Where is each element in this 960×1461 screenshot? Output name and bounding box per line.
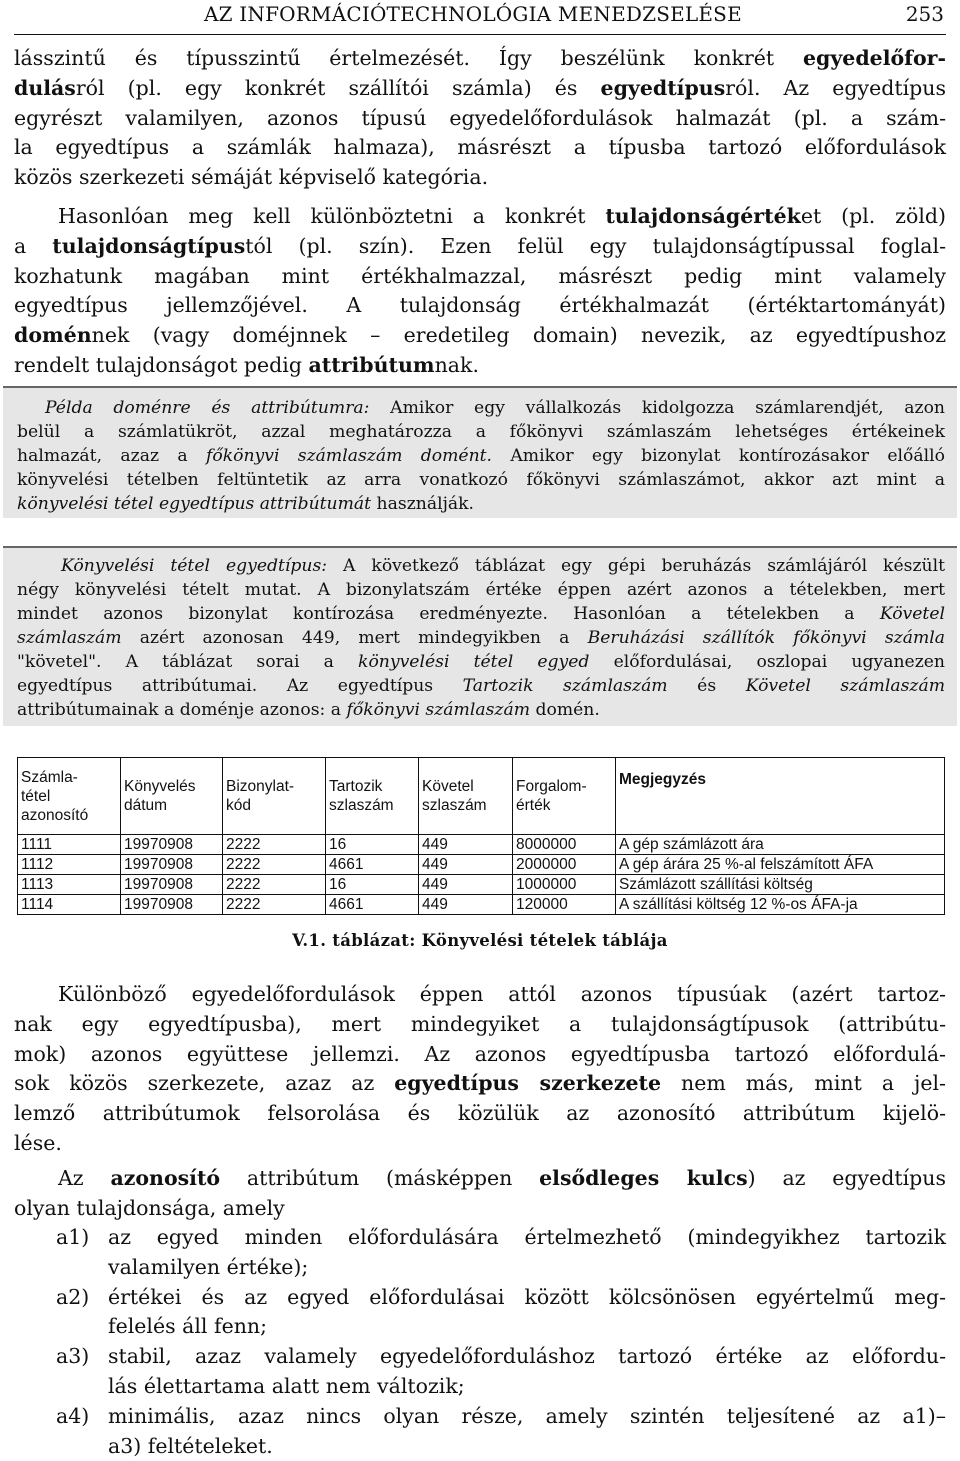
table-row	[18, 875, 945, 895]
text-line: Hasonlóan meg kell különböztetni a konkrét tulajdonságértéket (pl. zöld)	[58, 204, 946, 228]
text-line: mok) azonos együttese jellemzi. Az azonos egyedtípusba tartozó előfordulá-	[14, 1041, 946, 1066]
table-cell: A gép árára 25 %-al felszámított ÁFA	[616, 855, 945, 875]
text-line: egyedtípus attribútumai. Az egyedtípus Tartozik számlaszám és Követel számlaszám	[17, 676, 946, 696]
table-cell: 4661	[326, 855, 419, 875]
table-header-row	[18, 758, 945, 835]
paragraph-primary-key	[14, 1164, 946, 1224]
text-line: doménnek (vagy doméjnnek – eredetileg domain) nevezik, az egyedtípushoz	[14, 323, 946, 348]
table-cell: 2222	[223, 855, 326, 875]
column-header: Könyvelés dátum	[121, 758, 223, 835]
table-cell: 16	[326, 875, 419, 895]
paragraph-entity-levels	[14, 44, 946, 193]
text-line: a3) feltételeket.	[108, 1433, 273, 1458]
table-cell: 8000000	[513, 835, 616, 855]
table-cell: 2222	[223, 835, 326, 855]
list-item-label: a2)	[56, 1284, 90, 1309]
table-cell: 1112	[18, 855, 121, 875]
text-line: kozhatunk magában mint értékhalmazzal, másrészt pedig mint valamely	[14, 263, 946, 288]
table-cell: 4661	[326, 895, 419, 915]
paragraph-property-types	[14, 202, 946, 381]
text-line: halmazát, azaz a főkönyvi számlaszám domént. Amikor egy bizonylat kontírozásakor előálló	[17, 446, 945, 466]
table-cell: A gép számlázott ára	[616, 835, 945, 855]
text-line: lése.	[14, 1130, 62, 1155]
table-row	[18, 895, 945, 915]
text-line: közös szerkezeti sémáját képviselő kategória.	[14, 165, 489, 190]
text-line: négy könyvelési tételt mutat. A bizonylatszám értéke éppen azért azonos a tételekben, mert	[17, 580, 945, 600]
table-cell: 19970908	[121, 835, 223, 855]
text-line: la egyedtípus a számlák halmaza), másrészt a típusba tartozó előfordulások	[14, 135, 946, 160]
text-line: Az azonosító attribútum (másképpen elsődleges kulcs) az egyedtípus	[58, 1166, 947, 1190]
running-title: AZ INFORMÁCIÓTECHNOLÓGIA MENEDZSELÉSE	[204, 2, 742, 26]
list-item-label: a3)	[56, 1344, 90, 1369]
key-criteria-list	[14, 1223, 946, 1461]
text-line: egyedtípus jellemzőjével. A tulajdonság értékhalmazát (értéktartományát)	[14, 293, 946, 318]
text-line: valamilyen értéke);	[108, 1254, 309, 1279]
page-number: 253	[905, 2, 944, 26]
text-line: sok közös szerkezete, azaz az egyedtípus szerkezete nem más, mint a jel-	[14, 1071, 946, 1096]
paragraph-entity-structure	[14, 980, 946, 1159]
list-item	[14, 1402, 946, 1461]
column-header: Tartozik szlaszám	[326, 758, 419, 835]
example-box-domain	[3, 388, 957, 518]
text-line: belül a számlatükröt, azzal meghatározza a főkönyvi számlaszám lehetséges értékeinek	[17, 422, 945, 442]
ledger-entries-table	[17, 757, 945, 915]
column-header: Megjegyzés	[616, 758, 945, 835]
text-line: Könyvelési tétel egyedtípus: A következő táblázat egy gépi beruházás számlájáról készült	[61, 556, 945, 576]
column-header: Követel szlaszám	[419, 758, 513, 835]
table-cell: 1113	[18, 875, 121, 895]
table-cell: 449	[419, 855, 513, 875]
table-cell: 449	[419, 895, 513, 915]
table-cell: A szállítási költség 12 %-os ÁFA-ja	[616, 895, 945, 915]
text-line: "követel". A táblázat sorai a könyvelési tétel egyed előfordulásai, oszlopai ugyanezen	[17, 652, 945, 672]
table-row	[18, 855, 945, 875]
text-line: dulásról (pl. egy konkrét szállítói számla) és egyedtípusról. Az egyedtípus	[14, 75, 946, 100]
table-cell: 19970908	[121, 855, 223, 875]
column-header: Forgalom- érték	[513, 758, 616, 835]
column-header: Bizonylat- kód	[223, 758, 326, 835]
table-cell: 19970908	[121, 875, 223, 895]
column-header: Számla- tétel azonosító	[18, 758, 121, 835]
table-cell: 2222	[223, 895, 326, 915]
table-cell: 2222	[223, 875, 326, 895]
list-item-label: a4)	[56, 1403, 90, 1428]
text-line: stabil, azaz valamely egyedelőforduláshoz tartozó értéke az előfordu-	[108, 1344, 946, 1369]
table-cell: 1000000	[513, 875, 616, 895]
table-cell: 16	[326, 835, 419, 855]
table-cell: Számlázott szállítási költség	[616, 875, 945, 895]
running-header	[14, 0, 946, 35]
table-cell: 1114	[18, 895, 121, 915]
example-box-ledger	[3, 548, 957, 726]
text-line: könyvelési tétel egyedtípus attribútumát használják.	[17, 494, 475, 514]
text-line: nak egy egyedtípusba), mert mindegyiket a tulajdonságtípusok (attribútu-	[14, 1011, 946, 1036]
table-cell: 449	[419, 875, 513, 895]
text-line: az egyed minden előfordulására értelmezhető (mindegyikhez tartozik	[108, 1225, 946, 1249]
list-item	[14, 1283, 946, 1343]
list-item-label: a1)	[56, 1225, 90, 1249]
text-line: értékei és az egyed előfordulásai között kölcsönösen egyértelmű meg-	[108, 1284, 946, 1309]
text-line: egyrészt valamilyen, azonos típusú egyedelőfordulások halmazát (pl. a szám-	[14, 105, 946, 130]
table-cell: 449	[419, 835, 513, 855]
text-line: Különböző egyedelőfordulások éppen attól azonos típusúak (azért tartoz-	[58, 982, 946, 1006]
text-line: a tulajdonságtípustól (pl. szín). Ezen felül egy tulajdonságtípussal foglal-	[14, 233, 946, 258]
table-cell: 2000000	[513, 855, 616, 875]
text-line: olyan tulajdonsága, amely	[14, 1195, 285, 1220]
table-cell: 1111	[18, 835, 121, 855]
list-item	[14, 1223, 946, 1283]
text-line: számlaszám azért azonosan 449, mert mindegyikben a Beruházási szállítók főkönyvi számla	[17, 628, 946, 648]
text-line: felelés áll fenn;	[108, 1314, 268, 1339]
text-line: lás élettartama alatt nem változik;	[108, 1373, 465, 1398]
text-line: attribútumainak a doménje azonos: a főkönyvi számlaszám domén.	[17, 700, 600, 720]
text-line: mindet azonos bizonylat kontírozása eredményezte. Hasonlóan a tételekben a Követel	[17, 604, 945, 624]
text-line: lemző attribútumok felsorolása és közülük az azonosító attribútum kijelö-	[14, 1101, 946, 1126]
table-cell: 19970908	[121, 895, 223, 915]
text-line: Példa doménre és attribútumra: Amikor egy vállalkozás kidolgozza számlarendjét, azon	[45, 398, 945, 418]
table-cell: 120000	[513, 895, 616, 915]
text-line: minimális, azaz nincs olyan része, amely szintén teljesítené az a1)–	[108, 1403, 946, 1428]
text-line: könyvelési tételben feltüntetik az arra vonatkozó főkönyvi számlaszámot, akkor azt mint a	[17, 470, 945, 490]
text-line: rendelt tulajdonságot pedig attribútumnak.	[14, 352, 479, 377]
list-item	[14, 1342, 946, 1402]
table-row	[18, 835, 945, 855]
table-caption: V.1. táblázat: Könyvelési tételek táblája	[292, 931, 668, 950]
text-line: lásszintű és típusszintű értelmezését. Így beszélünk konkrét egyedelőfor-	[14, 46, 946, 70]
